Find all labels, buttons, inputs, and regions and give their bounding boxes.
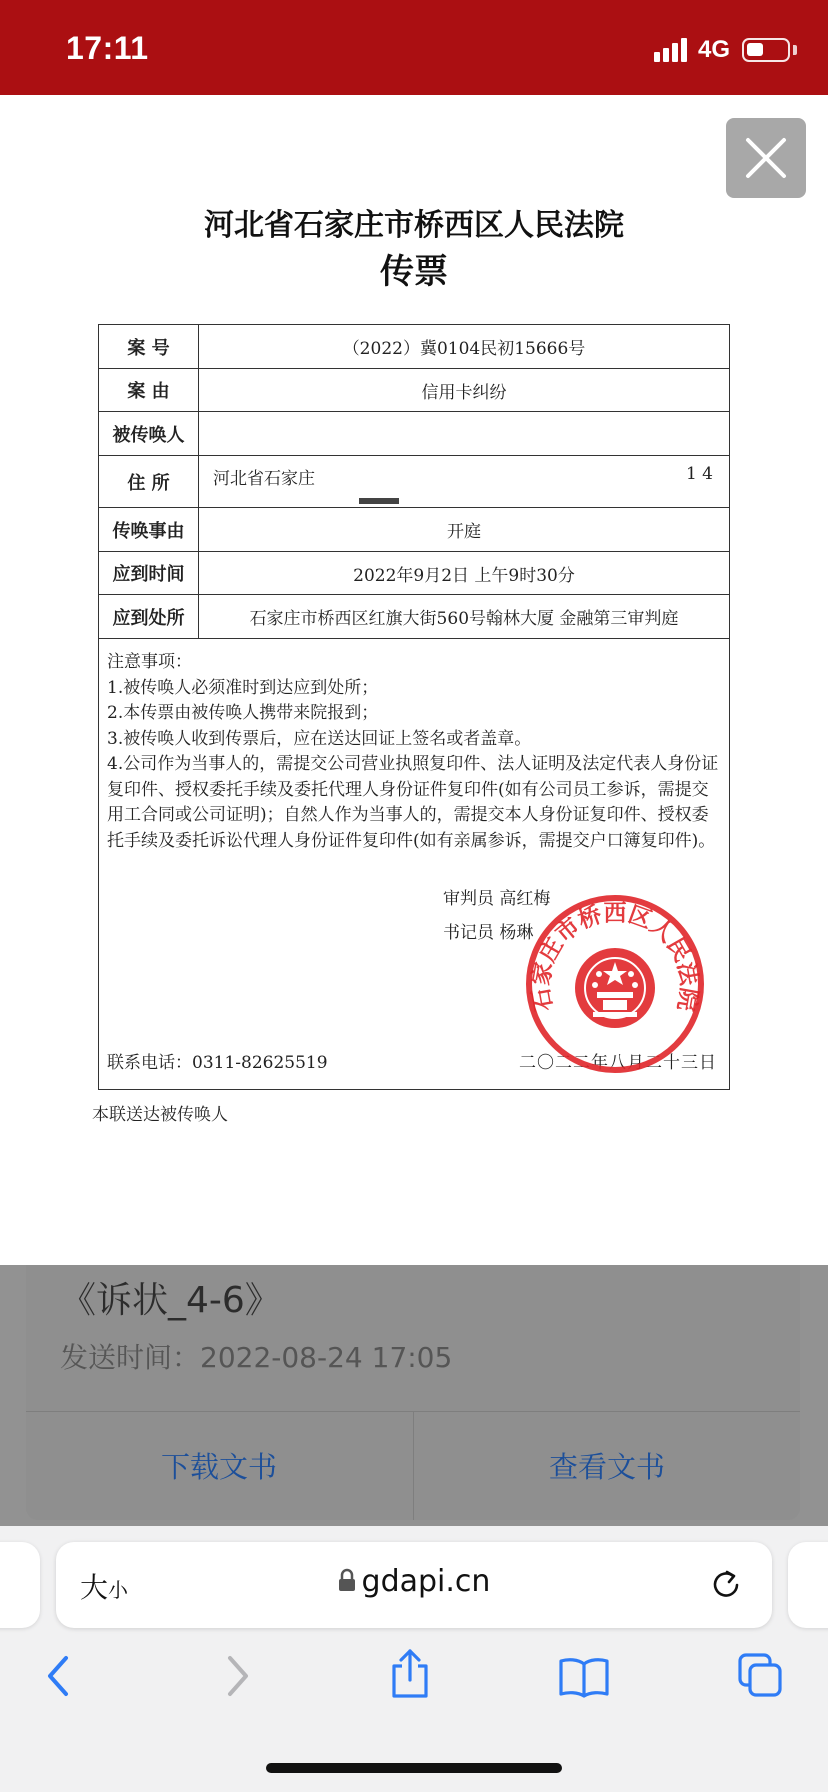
tabs-icon[interactable] — [736, 1652, 784, 1698]
notice-item: 2.本传票由被传唤人携带来院报到； — [107, 703, 379, 723]
court-seal — [523, 892, 707, 1076]
reload-icon[interactable] — [710, 1568, 744, 1602]
contact-phone: 联系电话：0311-82625519 — [107, 1053, 328, 1073]
notice-heading: 注意事项： — [107, 652, 192, 672]
download-document-button[interactable]: 下载文书 — [160, 1449, 277, 1484]
battery-icon — [742, 38, 790, 62]
summons-reason: 开庭 — [199, 508, 730, 552]
url-text: gdapi.cn — [361, 1564, 491, 1599]
row-label: 案 由 — [99, 369, 199, 412]
previous-tab-preview[interactable] — [0, 1542, 40, 1628]
row-label: 案 号 — [99, 325, 199, 369]
document-date: 二〇二二年八月二十三日 — [519, 1053, 717, 1073]
notice-text — [107, 650, 723, 854]
national-emblem — [575, 948, 655, 1028]
table-row — [99, 325, 730, 369]
seal-text: 石家庄市桥西区人民法院 — [527, 899, 703, 1014]
summons-table — [98, 324, 730, 639]
view-document-button[interactable]: 查看文书 — [548, 1449, 665, 1484]
next-tab-preview[interactable] — [788, 1542, 828, 1628]
table-row — [99, 552, 730, 595]
share-icon[interactable] — [388, 1648, 432, 1700]
row-label: 被传唤人 — [99, 412, 199, 456]
close-button[interactable] — [726, 118, 806, 198]
document-type: 传票 — [380, 252, 448, 292]
back-icon[interactable] — [44, 1654, 74, 1698]
notice-item: 3.被传唤人收到传票后，应在送达回证上签名或者盖章。 — [107, 728, 532, 749]
url-display[interactable] — [56, 1564, 772, 1599]
address-bar[interactable] — [56, 1542, 772, 1628]
row-label: 传唤事由 — [99, 508, 199, 552]
home-indicator[interactable] — [266, 1763, 562, 1773]
notice-section — [98, 638, 730, 1090]
text-size-big: 大 — [80, 1571, 109, 1604]
appearance-place: 石家庄市桥西区红旗大街560号翰林大厦 金融第三审判庭 — [199, 595, 730, 639]
table-row — [99, 456, 730, 508]
redaction-mark — [359, 498, 399, 504]
table-row — [99, 595, 730, 639]
court-name: 河北省石家庄市桥西区人民法院 — [204, 208, 624, 243]
status-time: 17:11 — [66, 30, 149, 66]
clerk-name: 书记员 杨琳 — [443, 923, 534, 943]
notice-item: 4.公司作为当事人的，需提交公司营业执照复印件、法人证明及法定代表人身份证复印件、授权委托手续及委托代理人身份证件复印件(如有公司员工参诉，需提交用工合同或公司证明)；自然人作为当事人的，需提交本人身份证复印件、授权委托手续及委托诉讼代理人身份证件复印件(如有亲属参诉，需提交户口簿复印件)。 — [107, 754, 719, 851]
forward-icon[interactable] — [222, 1654, 252, 1698]
appearance-time: 2022年9月2日 上午9时30分 — [199, 552, 730, 595]
signal-icon — [654, 38, 690, 62]
case-cause: 信用卡纠纷 — [199, 369, 730, 412]
address-value: 河北省石家庄 — [213, 469, 315, 489]
table-row — [99, 508, 730, 552]
notice-item: 1.被传唤人必须准时到达应到处所； — [107, 677, 379, 698]
row-label: 应到时间 — [99, 552, 199, 595]
address-tail: 1 4 — [685, 464, 713, 484]
card-title: 《诉状_4-6》 — [60, 1280, 281, 1321]
judge-name: 审判员 高红梅 — [443, 889, 551, 909]
table-row — [99, 412, 730, 456]
network-label: 4G — [698, 36, 731, 63]
text-size-small: 小 — [108, 1578, 129, 1602]
row-label: 住 所 — [99, 456, 199, 508]
document-footer: 本联送达被传唤人 — [92, 1105, 228, 1125]
bookmarks-icon[interactable] — [558, 1656, 610, 1698]
table-row — [99, 369, 730, 412]
case-number: （2022）冀0104民初15666号 — [199, 325, 730, 369]
row-label: 应到处所 — [99, 595, 199, 639]
card-send-time: 发送时间：2022-08-24 17:05 — [60, 1341, 453, 1374]
summoned-person — [199, 412, 730, 456]
address-cell — [199, 456, 730, 508]
battery-tip — [793, 45, 797, 55]
close-icon — [744, 136, 788, 180]
lock-icon — [338, 1568, 356, 1592]
